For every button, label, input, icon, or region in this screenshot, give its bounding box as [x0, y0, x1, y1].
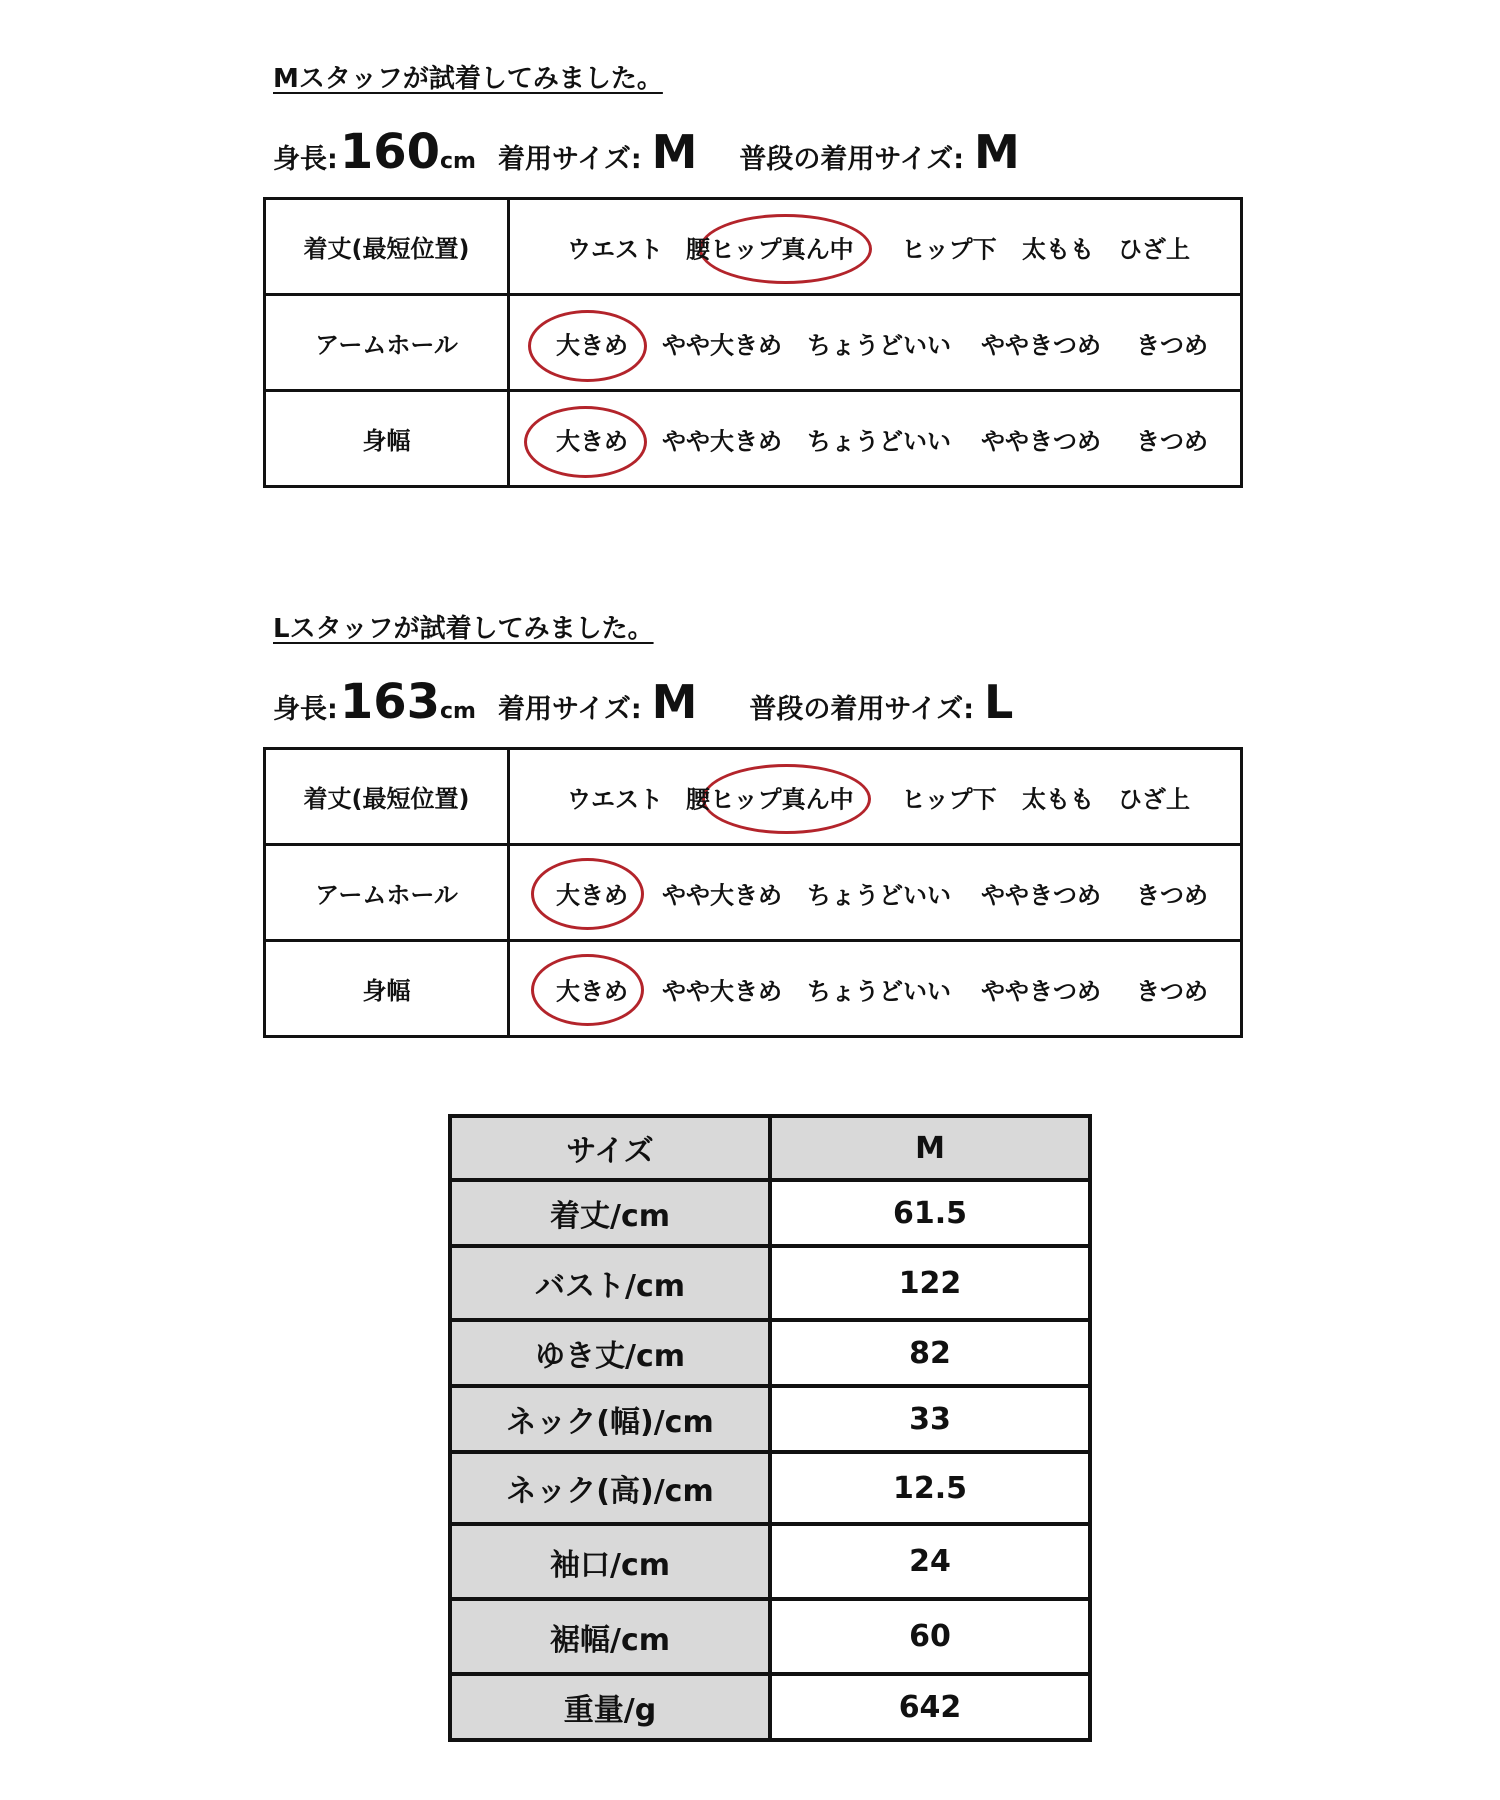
- fit-row-length: [265, 199, 1242, 295]
- l-staff-fit-table: [263, 747, 1243, 1038]
- option: きつめ: [1136, 881, 1208, 909]
- option: ちょうどいい: [807, 881, 951, 909]
- spec-row-neck-width: [450, 1386, 1090, 1452]
- option-selected: ヒップ真ん中: [710, 785, 854, 813]
- m-staff-heading: Mスタッフが試着してみました。: [273, 64, 663, 94]
- length-options: [509, 749, 1242, 845]
- spec-label: 袖口/cm: [450, 1524, 770, 1599]
- spec-value: 24: [770, 1524, 1090, 1599]
- height-unit: cm: [440, 699, 476, 724]
- option: やや大きめ: [662, 977, 782, 1005]
- spec-header-label: サイズ: [450, 1116, 770, 1180]
- option: ひざ上: [1118, 235, 1190, 263]
- spec-label: 重量/g: [450, 1674, 770, 1740]
- option: ややきつめ: [981, 427, 1101, 455]
- fit-row-width: [265, 391, 1242, 487]
- option: ヒップ下: [901, 235, 997, 263]
- height-label: 身長:: [273, 144, 338, 175]
- option: ひざ上: [1118, 785, 1190, 813]
- option: やや大きめ: [662, 331, 782, 359]
- option-selected: 大きめ: [556, 881, 628, 909]
- option: きつめ: [1136, 977, 1208, 1005]
- fit-row-armhole: [265, 295, 1242, 391]
- worn-size: M: [651, 675, 698, 729]
- option: 太もも: [1022, 235, 1094, 263]
- worn-size-label: 着用サイズ:: [497, 144, 642, 175]
- row-label: 着丈(最短位置): [265, 199, 509, 295]
- spec-value: 82: [770, 1320, 1090, 1386]
- row-label: 身幅: [265, 941, 509, 1037]
- option: ちょうどいい: [807, 331, 951, 359]
- option-selected: 大きめ: [556, 331, 628, 359]
- spec-header-row: [450, 1116, 1090, 1180]
- usual-size-label: 普段の着用サイズ:: [749, 694, 975, 725]
- m-staff-fit-table: [263, 197, 1243, 488]
- spec-row-weight: [450, 1674, 1090, 1740]
- spec-row-cuff: [450, 1524, 1090, 1599]
- spec-label: 裾幅/cm: [450, 1599, 770, 1674]
- spec-row-sleeve: [450, 1320, 1090, 1386]
- spec-value: 642: [770, 1674, 1090, 1740]
- option: 太もも: [1022, 785, 1094, 813]
- option-selected: ヒップ真ん中: [710, 235, 854, 263]
- height-label: 身長:: [273, 694, 338, 725]
- option: 腰: [686, 235, 710, 263]
- fit-row-length: [265, 749, 1242, 845]
- spec-value: 12.5: [770, 1452, 1090, 1524]
- row-label: アームホール: [265, 295, 509, 391]
- option: きつめ: [1136, 427, 1208, 455]
- option: ややきつめ: [981, 977, 1101, 1005]
- height-value: 163: [339, 674, 441, 730]
- fit-row-armhole: [265, 845, 1242, 941]
- height-unit: cm: [440, 149, 476, 174]
- spec-value: 33: [770, 1386, 1090, 1452]
- height-value: 160: [339, 124, 441, 180]
- option: ちょうどいい: [807, 977, 951, 1005]
- width-options: [509, 941, 1242, 1037]
- option: きつめ: [1136, 331, 1208, 359]
- option: やや大きめ: [662, 427, 782, 455]
- width-options: [509, 391, 1242, 487]
- spec-value: 122: [770, 1246, 1090, 1320]
- row-label: アームホール: [265, 845, 509, 941]
- spec-value: 60: [770, 1599, 1090, 1674]
- usual-size: L: [984, 675, 1014, 729]
- spec-header-size: M: [770, 1116, 1090, 1180]
- l-staff-stats: [273, 674, 1013, 730]
- option: 腰: [686, 785, 710, 813]
- l-staff-heading: Lスタッフが試着してみました。: [273, 614, 654, 644]
- option: ウエスト: [567, 785, 663, 813]
- spec-row-length: [450, 1180, 1090, 1246]
- option-selected: 大きめ: [556, 427, 628, 455]
- worn-size: M: [651, 125, 698, 179]
- spec-row-neck-height: [450, 1452, 1090, 1524]
- armhole-options: [509, 295, 1242, 391]
- size-spec-table: [448, 1114, 1092, 1742]
- usual-size: M: [974, 125, 1020, 179]
- option: ややきつめ: [981, 331, 1101, 359]
- usual-size-label: 普段の着用サイズ:: [739, 144, 965, 175]
- armhole-options: [509, 845, 1242, 941]
- spec-label: 着丈/cm: [450, 1180, 770, 1246]
- option: ウエスト: [567, 235, 663, 263]
- m-staff-stats: [273, 124, 1020, 180]
- option: やや大きめ: [662, 881, 782, 909]
- fit-row-width: [265, 941, 1242, 1037]
- row-label: 身幅: [265, 391, 509, 487]
- option-selected: 大きめ: [556, 977, 628, 1005]
- worn-size-label: 着用サイズ:: [497, 694, 642, 725]
- option: ヒップ下: [901, 785, 997, 813]
- spec-label: ネック(高)/cm: [450, 1452, 770, 1524]
- spec-row-hem: [450, 1599, 1090, 1674]
- option: ちょうどいい: [807, 427, 951, 455]
- length-options: [509, 199, 1242, 295]
- row-label: 着丈(最短位置): [265, 749, 509, 845]
- spec-row-bust: [450, 1246, 1090, 1320]
- spec-label: ゆき丈/cm: [450, 1320, 770, 1386]
- spec-label: ネック(幅)/cm: [450, 1386, 770, 1452]
- spec-label: バスト/cm: [450, 1246, 770, 1320]
- spec-value: 61.5: [770, 1180, 1090, 1246]
- option: ややきつめ: [981, 881, 1101, 909]
